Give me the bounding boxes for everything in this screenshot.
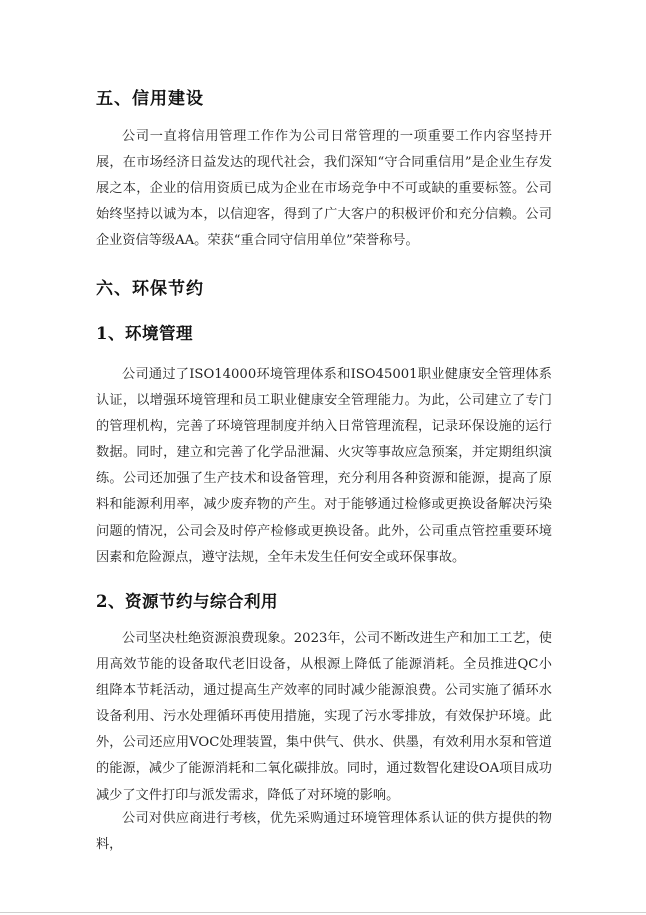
section-heading-credit: 五、信用建设	[96, 89, 204, 109]
subheading-resource-saving: 2、资源节约与综合利用	[96, 592, 278, 611]
page-bottom-divider	[0, 912, 646, 913]
environment-management-paragraph: 公司通过了ISO14000环境管理体系和ISO45001职业健康安全管理体系认证，以增强环境管理和员工职业健康安全管理能力。为此，公司建立了专门的管理机构，完善了环境管理制度并纳入日常管理流程，记录环保设施的运行数据。同时，建立和完善了化学品泄漏、火灾等事故应急预案，并定期组织演练。公司还加强了生产技术和设备管理，充分利用各种资源和能源，提高了原料和能源利用率，减少废弃物的产生。对于能够通过检修或更换设备解决污染问题的情况，公司会及时停产检修或更换设备。此外，公司重点管控重要环境因素和危险源点，遵守法规，全年未发生任何安全或环保事故。	[96, 367, 552, 565]
resource-saving-paragraph-2: 公司对供应商进行考核，优先采购通过环境管理体系认证的供方提供的物料，	[96, 811, 552, 853]
subheading-environment-management: 1、环境管理	[96, 324, 193, 343]
resource-saving-paragraph-1: 公司坚决杜绝资源浪费现象。2023年，公司不断改进生产和加工工艺，使用高效节能的设备取代老旧设备，从根源上降低了能源消耗。全员推进QC小组降本节耗活动，通过提高生产效率的同时减少能源浪费。公司实施了循环水设备利用、污水处理循环再使用措施，实现了污水零排放，有效保护环境。此外，公司还应用VOC处理装置，集中供气、供水、供墨，有效利用水泵和管道的能源，减少了能源消耗和二氧化碳排放。同时，通过数智化建设OA项目成功减少了文件打印与派发需求，降低了对环境的影响。	[96, 631, 552, 803]
credit-paragraph: 公司一直将信用管理工作作为公司日常管理的一项重要工作内容坚持开展，在市场经济日益发达的现代社会，我们深知“守合同重信用”是企业生存发展之本，企业的信用资质已成为企业在市场竞争中不可或缺的重要标签。公司始终坚持以诚为本，以信迎客，得到了广大客户的积极评价和充分信赖。公司企业资信等级AA。荣获“重合同守信用单位”荣誉称号。	[96, 129, 552, 249]
section-heading-environment: 六、环保节约	[96, 279, 204, 299]
